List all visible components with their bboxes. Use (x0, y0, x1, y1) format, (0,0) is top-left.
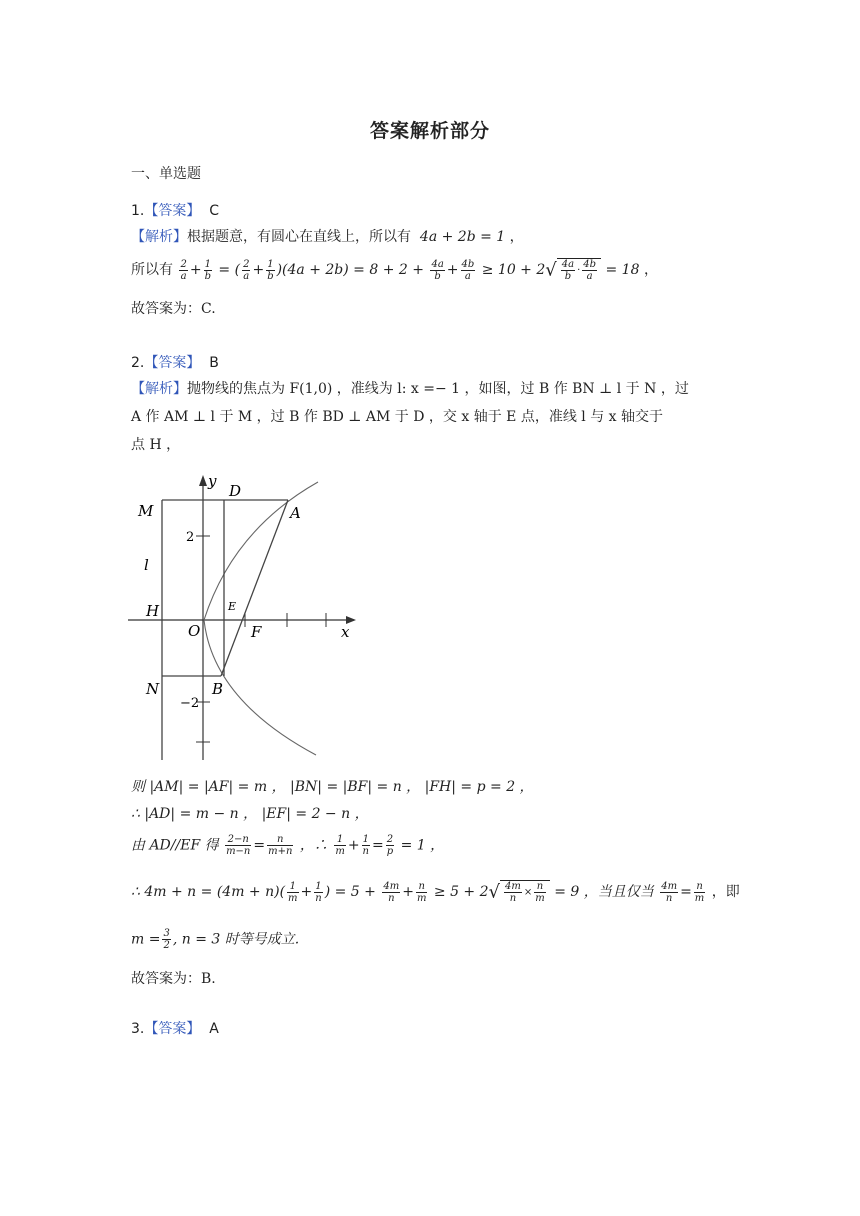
label-F: F (251, 623, 262, 641)
q1-equation: 4a + 2b = 1 (419, 229, 506, 245)
q1-answer: C (209, 203, 220, 219)
y-axis-arrow (199, 475, 207, 486)
q2-text1: 抛物线的焦点为 F(1,0) ，准线为 l: x =− 1 ，如图，过 B 作 BN ⊥ l 于 N ，过 (187, 381, 689, 397)
label-N: N (146, 680, 160, 698)
frac-4a-b: $\frac{4a}{b}$ (431, 258, 444, 282)
q2-eq4-end: = 9 ，当且仅当 (554, 884, 654, 900)
q3-answer: A (209, 1021, 219, 1037)
label-A: A (290, 504, 301, 522)
q2-eq4-mid: ) = 5 + (324, 884, 376, 900)
q3-answer-tag: 【答案】 (144, 1021, 201, 1037)
q1-prefix: 所以有 (131, 262, 173, 278)
q1-punct: ， (509, 229, 524, 245)
frac-1-b-2: $\frac{1}{b}$ (267, 258, 274, 282)
q2-eq2: ∴ |AD| = m − n ， |EF| = 2 − n ， (131, 806, 369, 822)
q2-eq3: 由 AD//EF 得 $\frac{2-n}{m-n}$ = $\frac{n}{m+n}$ ，∴ $\frac{1}{m}$ + $\frac{1}{n}$ = $\frac{2}{p}$ = 1 ， (131, 834, 445, 857)
label-B: B (212, 680, 224, 698)
q2-analysis-line1 (131, 378, 689, 398)
q1-part3: ≥ 10 + 2 (481, 262, 546, 278)
q2-eq4-prefix: ∴ 4m + n = (4m + n)( (131, 884, 286, 900)
q2-eq5-prefix: m = (131, 931, 161, 948)
q3-number: 3. (131, 1021, 145, 1037)
sqrt-term: $\frac{4a}{b}$ · $\frac{4b}{a}$ (557, 258, 601, 282)
label-H: H (146, 602, 160, 620)
frac-2-a: $\frac{2}{a}$ (180, 258, 187, 282)
q2-eq3-end: = 1 ， (400, 837, 445, 854)
label-2: 2 (186, 530, 195, 545)
frac-2-a-2: $\frac{2}{a}$ (243, 258, 250, 282)
q1-analysis-line2: 所以有 $\frac{2}{a}$ + $\frac{1}{b}$ = ( $\frac{2}{a}$ + $\frac{1}{b}$ )(4a + 2b) = 8 + 2 + $\frac{4a}{b}$ + $\frac{4b}{a}$ ≥ 10 + 2√ $\frac{4a}{b}$ · $\frac{4b}{a}$ = 18 ， (131, 258, 658, 282)
q2-conclusion: 故答案为：B. (131, 971, 216, 987)
q2-answer: B (209, 355, 219, 371)
parabola-figure (128, 470, 360, 762)
page-title: 答案解析部分 (369, 120, 490, 142)
q2-eq3-prefix: 由 AD//EF 得 (131, 837, 219, 854)
q2-eq5-tail: , n = 3 时等号成立. (172, 931, 300, 948)
q2-eq4-tail: ，即 (711, 884, 740, 900)
section-heading: 一、单选题 (131, 166, 201, 182)
label-y: y (208, 472, 217, 490)
q2-number: 2. (131, 355, 145, 371)
q2-analysis-line2: A 作 AM ⊥ l 于 M ，过 B 作 BD ⊥ AM 于 D ，交 x 轴于 E 点，准线 l 与 x 轴交于 (131, 409, 664, 425)
q2-eq5: m = $\frac{3}{2}$ , n = 3 时等号成立. (131, 928, 300, 951)
label-minus2: −2 (180, 696, 200, 711)
q1-answer-tag: 【答案】 (144, 203, 201, 219)
label-D: D (229, 482, 242, 500)
label-O: O (188, 622, 201, 640)
frac-1-b: $\frac{1}{b}$ (204, 258, 211, 282)
q1-analysis-tag: 【解析】 (131, 229, 187, 245)
q2-eq1: 则 |AM| = |AF| = m ， |BN| = |BF| = n ， |FH| = p = 2 ， (131, 779, 534, 795)
q2-analysis-tag: 【解析】 (131, 381, 187, 397)
q1-part4: = 18 (605, 262, 640, 278)
q1-part1: = ( (218, 262, 241, 278)
parabola-curve (204, 482, 318, 755)
q1-analysis-line1 (131, 226, 524, 246)
q1-end: ， (643, 262, 658, 278)
q2-answer-line (131, 352, 219, 372)
q2-answer-tag: 【答案】 (144, 355, 201, 371)
q1-text: 根据题意，有圆心在直线上，所以有 (187, 229, 411, 245)
q2-eq4-mid2: ≥ 5 + 2 (433, 884, 489, 900)
q1-answer-line (131, 200, 219, 220)
q2-analysis-line3: 点 H ， (131, 437, 181, 453)
q2-eq3-mid: ，∴ (299, 837, 328, 854)
q1-part2: )(4a + 2b) = 8 + 2 + (276, 262, 424, 278)
q1-number: 1. (131, 203, 145, 219)
q1-conclusion: 故答案为：C. (131, 301, 216, 317)
label-M: M (138, 502, 154, 520)
line-AB (221, 500, 288, 676)
label-x: x (341, 623, 350, 641)
label-l: l (144, 556, 149, 574)
label-E: E (228, 600, 237, 613)
q2-eq4: ∴ 4m + n = (4m + n)( $\frac{1}{m}$ + $\frac{1}{n}$ ) = 5 + $\frac{4m}{n}$ + $\frac{n}{m}$ ≥ 5 + 2√ $\frac{4m}{n}$ × $\frac{n}{m}$ = 9 ，当且仅当 $\frac{4m}{n}$ = $\frac{n}{m}$ ，即 (131, 880, 740, 904)
q3-answer-line (131, 1018, 219, 1038)
frac-4b-a: $\frac{4b}{a}$ (461, 258, 475, 282)
